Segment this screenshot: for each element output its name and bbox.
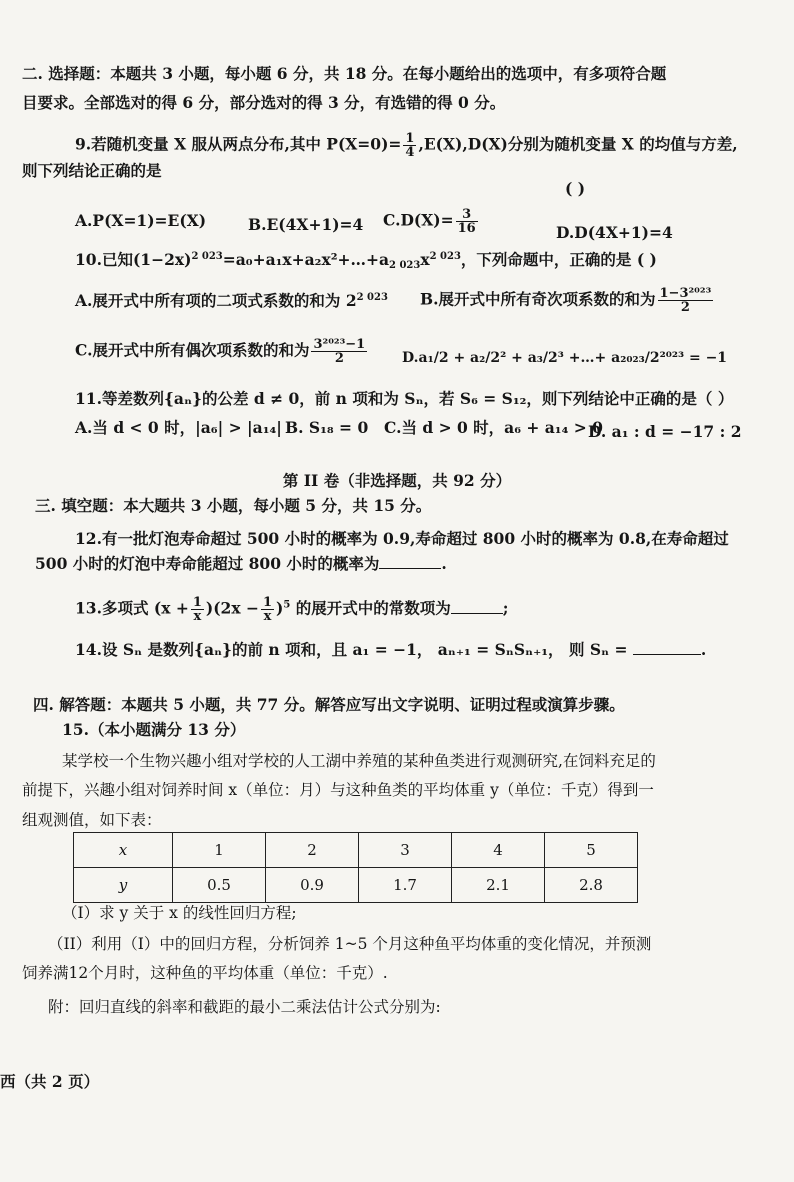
- q10-option-d: D.a₁/2 + a₂/2² + a₃/2³ +…+ a₂₀₂₃/2²⁰²³ = −1: [402, 350, 728, 366]
- q11-option-c: C.当 d > 0 时，a₆ + a₁₄ > 0: [384, 418, 603, 437]
- q10-stem-x: x: [420, 250, 430, 269]
- q12-line2-text: 500 小时的灯泡中寿命能超过 800 小时的概率为: [35, 554, 380, 573]
- table-cell: 2.1: [452, 868, 545, 903]
- q13-num2: 1: [262, 595, 272, 610]
- q10-option-b-pre: B.展开式中所有奇次项系数的和为: [420, 289, 656, 309]
- q10-option-c-fraction: [311, 338, 367, 365]
- q13-frac-1: [191, 596, 204, 623]
- q10-option-b-fraction: [658, 287, 714, 314]
- q15-note: 附：回归直线的斜率和截距的最小二乘法估计公式分别为:: [48, 998, 441, 1016]
- table-header-x: x: [74, 833, 173, 868]
- q12-answer-blank[interactable]: [379, 554, 441, 569]
- q12-line2: 500 小时的灯泡中寿命能超过 800 小时的概率为 .: [35, 554, 447, 573]
- q9-stem-line2: 则下列结论正确的是: [22, 161, 162, 180]
- q10-option-b: [420, 287, 715, 314]
- table-cell: 0.5: [173, 868, 266, 903]
- q15-paragraph-line3: 组观测值，如下表：: [22, 811, 162, 829]
- q10-option-c-den: 2: [334, 351, 344, 366]
- q9-option-c-num: 3: [456, 208, 478, 222]
- q13-den2: x: [263, 609, 272, 624]
- q15-title: 15.（本小题满分 13 分）: [62, 720, 246, 739]
- q15-paragraph-line2: 前提下，兴趣小组对饲养时间 x（单位：月）与这种鱼类的平均体重 y（单位：千克）得到一: [22, 781, 654, 799]
- q13-den1: x: [193, 609, 202, 624]
- q11-option-b: B. S₁₈ = 0: [285, 418, 369, 437]
- page-footer: 西（共 2 页）: [0, 1072, 100, 1091]
- section-2-header-line2: 目要求。全部选对的得 6 分，部分选对的得 3 分，有选错的得 0 分。: [22, 93, 506, 112]
- q10-option-a-exp: 2 023: [356, 292, 388, 303]
- q15-observation-table: [73, 832, 638, 903]
- q11-option-a: A.当 d < 0 时，|a₆| > |a₁₄|: [75, 418, 282, 437]
- q14-answer-blank[interactable]: [633, 640, 701, 655]
- q9-stem-b: ,E(X),D(X)分别为随机变量 X 的均值与方差,: [418, 134, 738, 154]
- q9-option-a: A.P(X=1)=E(X): [75, 211, 207, 230]
- table-cell: 0.9: [266, 868, 359, 903]
- q9-option-d: D.D(4X+1)=4: [556, 223, 673, 242]
- q9-option-c-fraction: [456, 208, 478, 235]
- q10-stem-post: ，下列命题中，正确的是 ( ): [460, 250, 657, 269]
- q15-part-1: （I）求 y 关于 x 的线性回归方程;: [62, 904, 297, 922]
- q9-answer-paren: ( ): [565, 179, 586, 198]
- q10-option-c-num: 3²⁰²³−1: [313, 337, 366, 352]
- table-cell: 1.7: [359, 868, 452, 903]
- q10-option-a-pre: A.展开式中所有项的二项式系数的和为 2: [75, 291, 357, 310]
- q15-paragraph-line1: 某学校一个生物兴趣小组对学校的人工湖中养殖的某种鱼类进行观测研究,在饲料充足的: [62, 752, 656, 770]
- q13-exp: 5: [283, 599, 291, 611]
- q10-option-c-pre: C.展开式中所有偶次项系数的和为: [75, 340, 310, 360]
- q9-stem: [75, 132, 738, 159]
- q9-option-c-den: 16: [457, 221, 476, 236]
- table-header-y: y: [74, 868, 173, 903]
- q9-option-c-pre: C.D(X)=: [383, 210, 454, 230]
- q9-option-b: B.E(4X+1)=4: [248, 215, 364, 234]
- q10-option-b-num: 1−3²⁰²³: [659, 286, 712, 301]
- q14-text: 14.设 Sₙ 是数列{aₙ}的前 n 项和，且 a₁ = −1， aₙ₊₁ = SₙSₙ₊₁， 则 Sₙ =: [75, 640, 633, 659]
- q10-sub-last: 2 023: [389, 260, 421, 271]
- section-2-header-line1: 二. 选择题：本题共 3 小题，每小题 6 分，共 18 分。在每小题给出的选项中，有多项符合题: [22, 64, 667, 83]
- q13-answer-blank[interactable]: [451, 599, 503, 614]
- q10-stem-mid: =a₀+a₁x+a₂x²+…+a: [222, 250, 390, 269]
- q10-option-c: [75, 338, 369, 365]
- q9-option-c: [383, 208, 480, 235]
- q13-frac-2: [261, 596, 274, 623]
- table-cell: 2: [266, 833, 359, 868]
- q11-option-d: D. a₁ : d = −17 : 2: [588, 422, 742, 441]
- q10-exp-2: 2 023: [429, 251, 461, 262]
- table-cell: 5: [545, 833, 638, 868]
- q10-stem: [75, 249, 657, 271]
- q15-part-2-line2: 饲养满12个月时，这种鱼的平均体重（单位：千克）.: [22, 964, 388, 982]
- q13-mid: )(2x −: [205, 598, 259, 618]
- q13-stem: 13.多项式 (x + $\frac{1}{x}$ )(2x − $\frac{1}{x}$ )$^5$ 的展开式中的常数项为 ;: [75, 595, 509, 624]
- section-3-header: 三. 填空题：本大题共 3 小题，每小题 5 分，共 15 分。: [35, 496, 432, 515]
- q13-num1: 1: [192, 595, 202, 610]
- table-cell: 2.8: [545, 868, 638, 903]
- q11-stem: 11.等差数列{aₙ}的公差 d ≠ 0，前 n 项和为 Sₙ，若 S₆ = S₁₂，则下列结论中正确的是（ ）: [75, 389, 734, 408]
- q14-stem: 14.设 Sₙ 是数列{aₙ}的前 n 项和，且 a₁ = −1， aₙ₊₁ = SₙSₙ₊₁， 则 Sₙ = .: [75, 640, 707, 659]
- table-row-x: [74, 833, 638, 868]
- q12-line1: 12.有一批灯泡寿命超过 500 小时的概率为 0.9,寿命超过 800 小时的概率为 0.8,在寿命超过: [75, 529, 729, 548]
- q10-option-a: [75, 290, 388, 312]
- table-row-y: [74, 868, 638, 903]
- q10-stem-pre: 10.已知(1−2x): [75, 250, 192, 269]
- q13-pre: 13.多项式 (x +: [75, 598, 189, 618]
- volume-2-title: 第 II 卷（非选择题，共 92 分）: [282, 471, 512, 490]
- table-cell: 1: [173, 833, 266, 868]
- table-cell: 4: [452, 833, 545, 868]
- section-4-header: 四. 解答题：本题共 5 小题，共 77 分。解答应写出文字说明、证明过程或演算步骤。: [33, 695, 625, 714]
- q10-exp: 2 023: [191, 251, 223, 262]
- q15-part-2-line1: （II）利用（I）中的回归方程，分析饲养 1~5 个月这种鱼平均体重的变化情况，并预测: [48, 935, 652, 953]
- q9-stem-a: 9.若随机变量 X 服从两点分布,其中 P(X=0)=: [75, 134, 402, 154]
- q10-option-b-den: 2: [680, 300, 690, 315]
- q9-frac-den: 4: [405, 145, 415, 160]
- table-cell: 3: [359, 833, 452, 868]
- q13-post: 的展开式中的常数项为: [290, 598, 451, 618]
- q9-fraction: [403, 132, 416, 159]
- q9-frac-num: 1: [405, 131, 415, 146]
